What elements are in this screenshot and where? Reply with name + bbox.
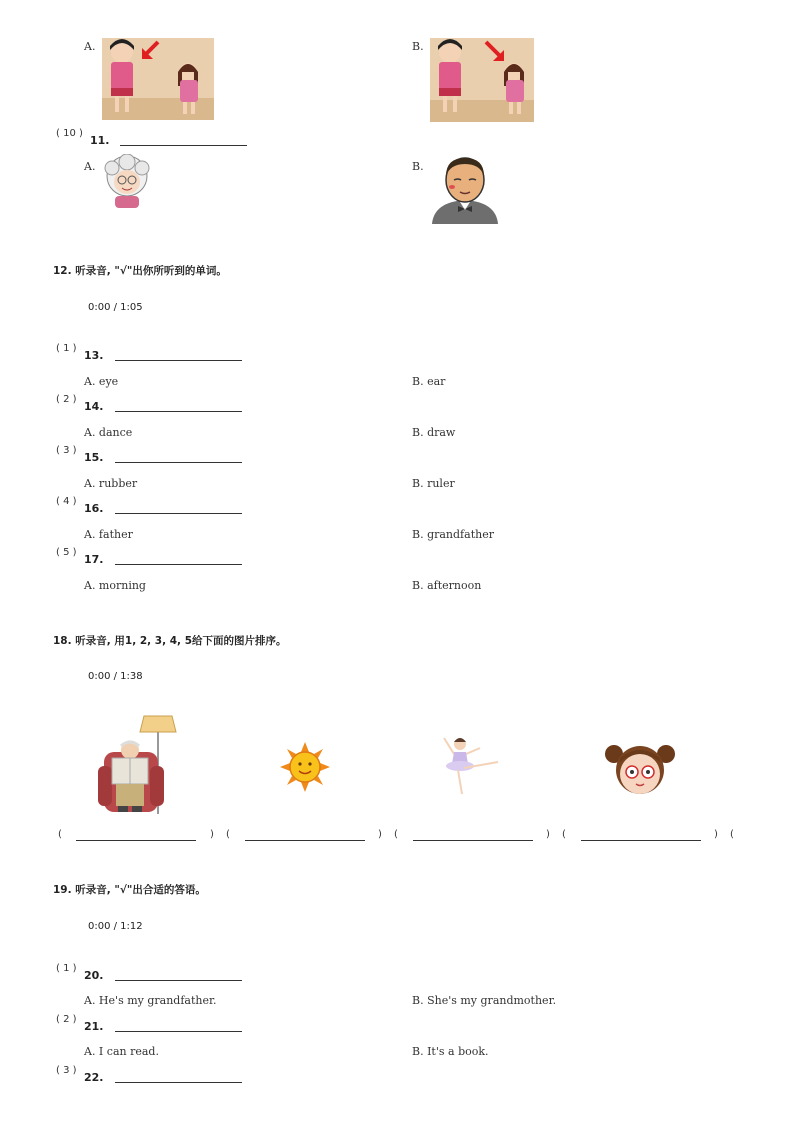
order-close-paren: ) xyxy=(546,829,550,840)
question-title: 19. 听录音, "√"出合适的答语。 xyxy=(53,884,206,896)
grandfather-reading-picture xyxy=(98,714,178,820)
order-open-paren: ( xyxy=(394,829,398,840)
answer-blank[interactable] xyxy=(115,360,242,361)
question-number: 11. xyxy=(90,134,110,147)
option-b[interactable]: B. It's a book. xyxy=(412,1045,489,1058)
question-title: 18. 听录音, 用1, 2, 3, 4, 5给下面的图片排序。 xyxy=(53,635,287,647)
question-paren: ( 3 ) xyxy=(56,445,77,456)
question-paren: ( 4 ) xyxy=(56,496,77,507)
order-open-paren: ( xyxy=(226,829,230,840)
question-paren: ( 5 ) xyxy=(56,547,77,558)
question-paren: ( 1 ) xyxy=(56,343,77,354)
order-blank-4[interactable] xyxy=(581,840,701,841)
option-b-label: B. xyxy=(412,160,424,173)
question-number: 21. xyxy=(84,1020,104,1033)
girls-picture-b xyxy=(430,38,534,122)
order-blank-2[interactable] xyxy=(245,840,365,841)
question-paren: ( 2 ) xyxy=(56,1014,77,1025)
answer-blank[interactable] xyxy=(120,145,247,146)
option-a[interactable]: A. I can read. xyxy=(84,1045,159,1058)
question-paren: ( 2 ) xyxy=(56,394,77,405)
audio-player-time[interactable]: 0:00 / 1:12 xyxy=(88,921,143,932)
order-blank-3[interactable] xyxy=(413,840,533,841)
question-title: 12. 听录音, "√"出你所听到的单词。 xyxy=(53,265,227,277)
question-number: 16. xyxy=(84,502,104,515)
option-a[interactable]: A. morning xyxy=(84,579,146,592)
girl-face-picture xyxy=(604,740,676,798)
option-a-label: A. xyxy=(84,40,96,53)
answer-blank[interactable] xyxy=(115,462,242,463)
option-a[interactable]: A. eye xyxy=(84,375,119,388)
option-a[interactable]: A. He's my grandfather. xyxy=(84,994,217,1007)
question-paren: ( 1 ) xyxy=(56,963,77,974)
question-paren: ( 10 ) xyxy=(56,128,83,139)
sun-picture xyxy=(280,742,330,792)
answer-blank[interactable] xyxy=(115,980,242,981)
order-open-paren: ( xyxy=(562,829,566,840)
answer-blank[interactable] xyxy=(115,1031,242,1032)
answer-blank[interactable] xyxy=(115,564,242,565)
option-a[interactable]: A. rubber xyxy=(84,477,138,490)
option-a[interactable]: A. father xyxy=(84,528,133,541)
answer-blank[interactable] xyxy=(115,411,242,412)
order-close-paren: ) xyxy=(714,829,718,840)
order-close-paren: ) xyxy=(378,829,382,840)
audio-player-time[interactable]: 0:00 / 1:38 xyxy=(88,671,143,682)
grandmother-picture xyxy=(102,154,152,210)
option-b[interactable]: B. ear xyxy=(412,375,446,388)
option-a[interactable]: A. dance xyxy=(84,426,133,439)
question-number: 20. xyxy=(84,969,104,982)
answer-blank[interactable] xyxy=(115,1082,242,1083)
option-a-label: A. xyxy=(84,160,96,173)
answer-blank[interactable] xyxy=(115,513,242,514)
order-blank-1[interactable] xyxy=(76,840,196,841)
question-number: 14. xyxy=(84,400,104,413)
order-open-paren: ( xyxy=(730,829,734,840)
option-b-label: B. xyxy=(412,40,424,53)
option-b[interactable]: B. afternoon xyxy=(412,579,482,592)
option-b[interactable]: B. She's my grandmother. xyxy=(412,994,557,1007)
grandfather-picture xyxy=(430,154,500,224)
question-number: 13. xyxy=(84,349,104,362)
question-number: 22. xyxy=(84,1071,104,1084)
question-number: 15. xyxy=(84,451,104,464)
option-b[interactable]: B. draw xyxy=(412,426,456,439)
option-b[interactable]: B. grandfather xyxy=(412,528,494,541)
girls-picture-a xyxy=(102,38,214,120)
order-close-paren: ) xyxy=(210,829,214,840)
question-number: 17. xyxy=(84,553,104,566)
option-b[interactable]: B. ruler xyxy=(412,477,455,490)
ballet-dancer-picture xyxy=(440,734,506,800)
question-paren: ( 3 ) xyxy=(56,1065,77,1076)
audio-player-time[interactable]: 0:00 / 1:05 xyxy=(88,302,143,313)
order-open-paren: ( xyxy=(58,829,62,840)
